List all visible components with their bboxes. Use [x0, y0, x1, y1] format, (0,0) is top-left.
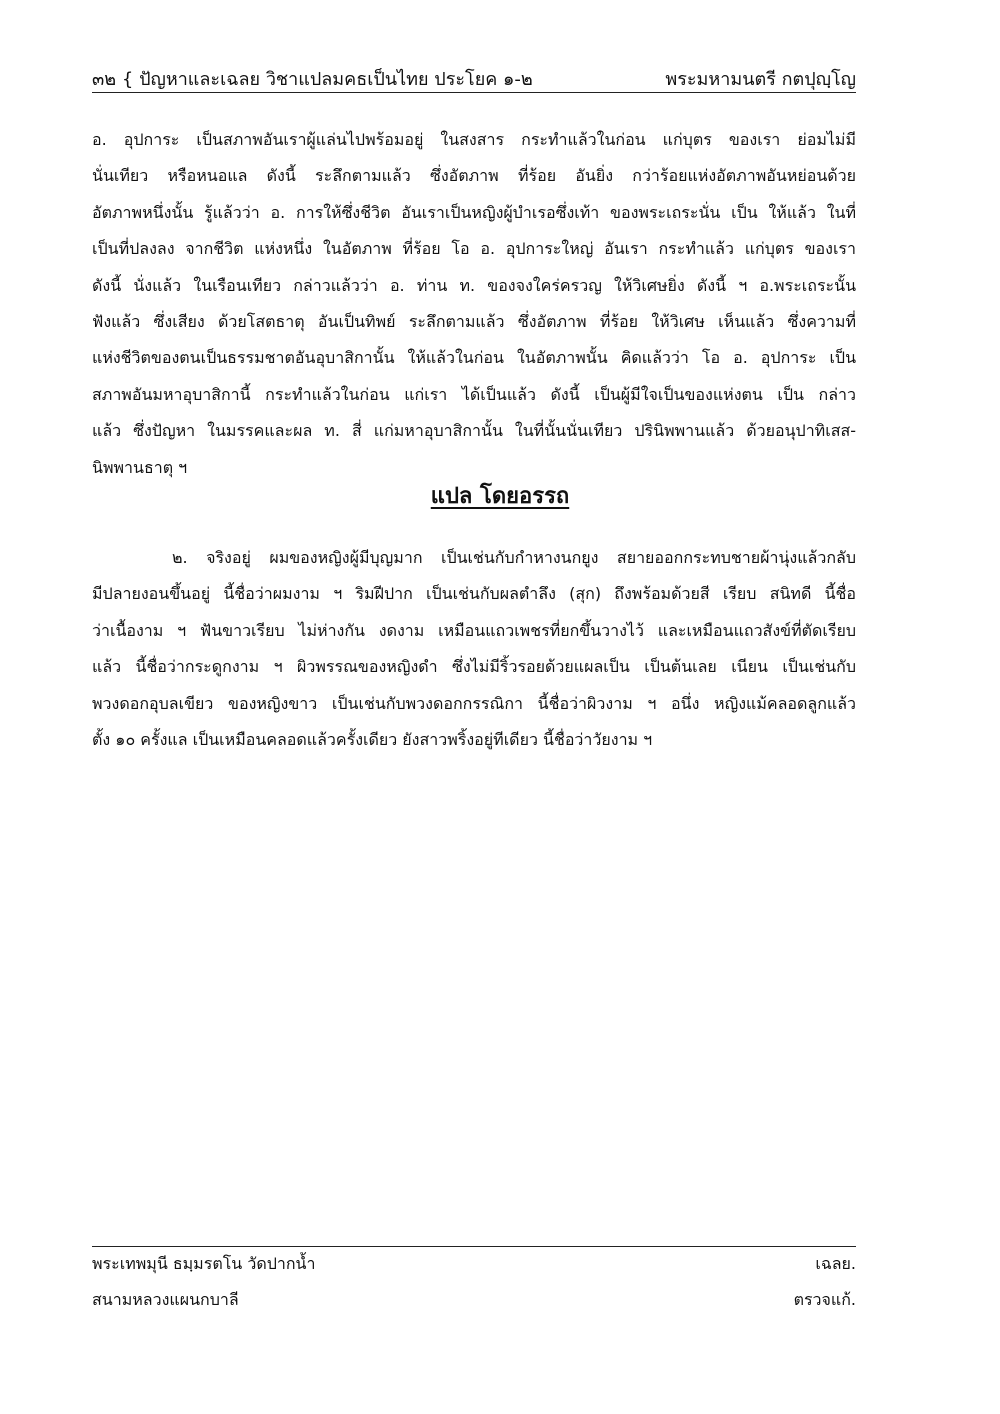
translation-paragraph-literal: [92, 122, 856, 486]
header-title: ๓๒ { ปัญหาและเฉลย วิชาแปลมคธเป็นไทย ประโยค ๑-๒: [92, 69, 533, 90]
text-line: อัตภาพหนึ่งนั้น รู้แล้วว่า อ. การให้ซึ่งชีวิต อันเราเป็นหญิงผู้บำเรอซึ่งเท้า ของพระเถระนั่น เป็น ให้แล้ว ในที่: [92, 202, 856, 222]
page-header: [92, 62, 856, 93]
section-heading: [0, 478, 1000, 513]
text-line: แล้ว ซึ่งปัญหา ในมรรคและผล ท. สี่ แก่มหาอุบาสิกานั้น ในที่นั้นนั่นเทียว ปรินิพพานแล้ว ด้วยอนุปาทิเสส-: [92, 421, 856, 441]
text-line: แห่งชีวิตของตนเป็นธรรมชาตอันอุบาสิกานั้น ให้แล้วในก่อน ในอัตภาพนั้น คิดแล้วว่า โอ อ. อุปการะ เป็น: [92, 348, 857, 368]
text-line: ๒. จริงอยู่ ผมของหญิงผู้มีบุญมาก เป็นเช่นกับกำหางนกยูง สยายออกกระทบชายผ้านุ่งแล้วกลับ: [172, 548, 856, 567]
text-line: เป็นที่ปลงลง จากชีวิต แห่งหนึ่ง ในอัตภาพ ที่ร้อย โอ อ. อุปการะใหญ่ อันเรา กระทำแล้ว แก่บุตร ของเรา: [92, 239, 856, 259]
footer-organization: สนามหลวงแผนกบาลี: [92, 1290, 239, 1309]
text-line: พวงดอกอุบลเขียว ของหญิงขาว เป็นเช่นกับพวงดอกกรรณิกา นี้ชื่อว่าผิวงาม ฯ อนึ่ง หญิงแม้คลอดลูกแล้ว: [92, 693, 856, 713]
text-line: แล้ว นี้ชื่อว่ากระดูกงาม ฯ ผิวพรรณของหญิงดำ ซึ่งไม่มีริ้วรอยด้วยแผลเป็น เป็นต้นเลย เนียน เป็นเช่นกับ: [92, 657, 856, 677]
text-line: นั่นเทียว หรือหนอแล ดังนี้ ระลึกตามแล้ว ซึ่งอัตภาพ ที่ร้อย อันยิ่ง กว่าร้อยแห่งอัตภาพอันหย่อนด้วย: [92, 166, 856, 186]
text-line: มีปลายงอนขึ้นอยู่ นี้ชื่อว่าผมงาม ฯ ริมฝีปาก เป็นเช่นกับผลตำลึง (สุก) ถึงพร้อมด้วยสี เรียบ สนิทดี นี้ชื่อ: [92, 584, 857, 604]
text-line: ดังนี้ นั่งแล้ว ในเรือนเทียว กล่าวแล้วว่า อ. ท่าน ท. ของจงใคร่ครวญ ให้วิเศษยิ่ง ดังนี้ ฯ อ.พระเถระนั้น: [92, 275, 857, 295]
translation-paragraph-meaning: [92, 540, 856, 758]
text-line: ตั้ง ๑๐ ครั้งแล เป็นเหมือนคลอดแล้วครั้งเดียว ยังสาวพริ้งอยู่ทีเดียว นี้ชื่อว่าวัยงาม ฯ: [92, 729, 653, 749]
text-line: สภาพอันมหาอุบาสิกานี้ กระทำแล้วในก่อน แก่เรา ได้เป็นแล้ว ดังนี้ เป็นผู้มีใจเป็นของแห่งตน เป็น กล่าว: [92, 384, 856, 404]
header-author: พระมหามนตรี กตปุญฺโญ: [665, 69, 856, 90]
section-heading-text: แปล โดยอรรถ: [430, 484, 570, 509]
text-line: อ. อุปการะ เป็นสภาพอันเราผู้แล่นไปพร้อมอยู่ ในสงสาร กระทำแล้วในก่อน แก่บุตร ของเรา ย่อมไม่มี: [92, 130, 856, 149]
footer-role-review: ตรวจแก้.: [793, 1290, 856, 1309]
footer-role-answer: เฉลย.: [815, 1254, 856, 1273]
text-line: นิพพานธาตุ ฯ: [92, 457, 188, 477]
footer-divider: [92, 1246, 856, 1247]
text-line: ว่าเนื้องาม ฯ ฟันขาวเรียบ ไม่ห่างกัน งดงาม เหมือนแถวเพชรที่ยกขึ้นวางไว้ และเหมือนแถวสังข์ที่ตัดเรียบ: [92, 620, 856, 640]
text-line: ฟังแล้ว ซึ่งเสียง ด้วยโสตธาตุ อันเป็นทิพย์ ระลึกตามแล้ว ซึ่งอัตภาพ ที่ร้อย ให้วิเศษ เห็นแล้ว ซึ่งความที่: [92, 311, 856, 331]
footer-author: พระเทพมุนี ธมฺมรตโน วัดปากน้ำ: [92, 1254, 316, 1273]
